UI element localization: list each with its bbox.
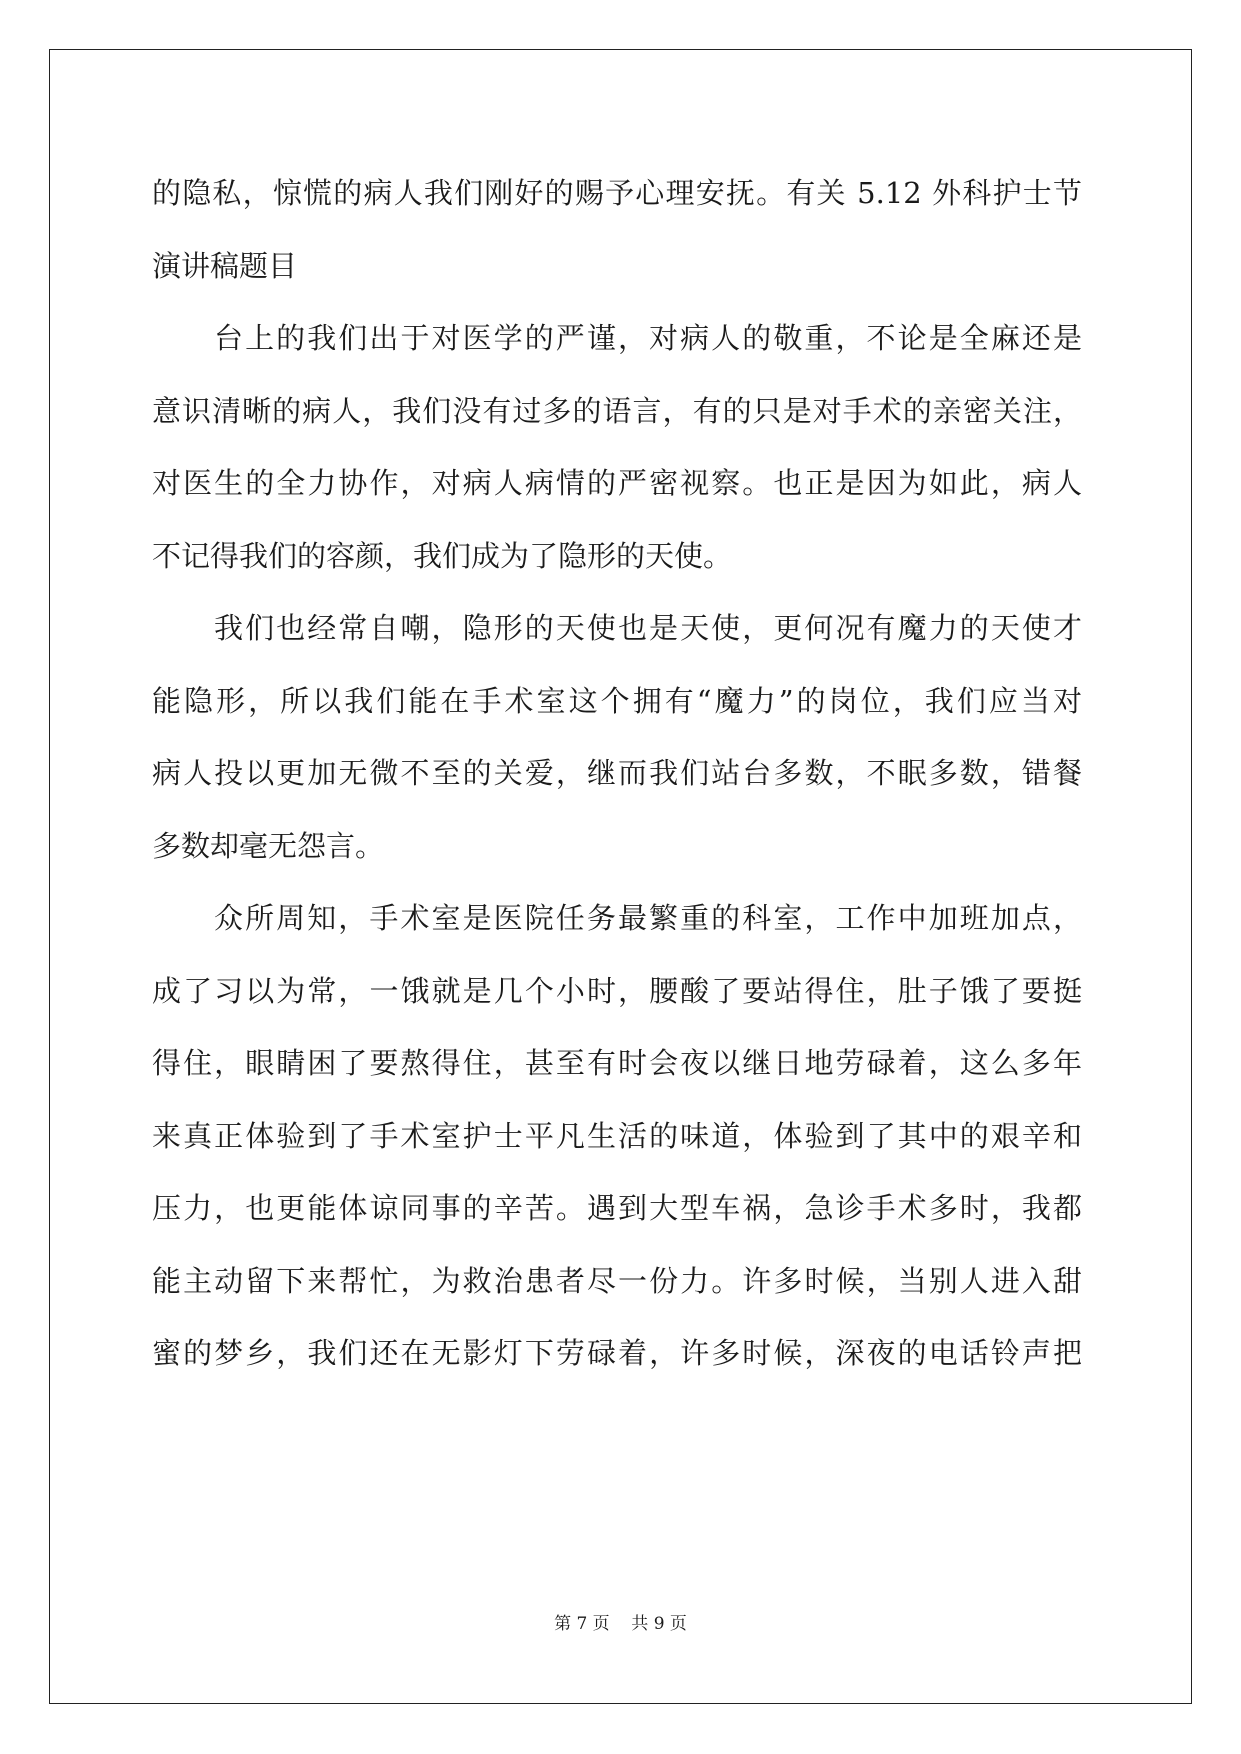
page-number-label: 第 7 页 共 9 页 <box>554 1614 687 1634</box>
paragraph-first-line: 我们也经常自嘲，隐形的天使也是天使，更何况有魔力的天使才 <box>214 611 1082 645</box>
text-line: 能主动留下来帮忙，为救治患者尽一份力。许多时候，当别人进入甜 <box>152 1263 1082 1298</box>
text-line: 得住，眼睛困了要熬得住，甚至有时会夜以继日地劳碌着，这么多年 <box>152 1046 1082 1080</box>
text-line: 成了习以为常，一饿就是几个小时，腰酸了要站得住，肚子饿了要挺 <box>152 973 1082 1008</box>
text-line: 不记得我们的容颜，我们成为了隐形的天使。 <box>152 538 733 573</box>
text-line: 压力，也更能体谅同事的辛苦。遇到大型车祸，急诊手术多时，我都 <box>152 1191 1082 1225</box>
paragraph-first-line: 台上的我们出于对医学的严谨，对病人的敬重，不论是全麻还是 <box>214 321 1082 355</box>
page-footer <box>0 1609 1241 1634</box>
text-line: 蜜的梦乡，我们还在无影灯下劳碌着，许多时候，深夜的电话铃声把 <box>152 1336 1082 1370</box>
document-body <box>152 157 1082 1390</box>
text-line: 意识清晰的病人，我们没有过多的语言，有的只是对手术的亲密关注， <box>152 393 1082 428</box>
text-line: 演讲稿题目 <box>152 248 298 283</box>
text-line: 来真正体验到了手术室护士平凡生活的味道，体验到了其中的艰辛和 <box>152 1118 1082 1153</box>
text-line: 能隐形，所以我们能在手术室这个拥有“魔力”的岗位，我们应当对 <box>152 683 1082 718</box>
text-line: 的隐私，惊慌的病人我们刚好的赐予心理安抚。有关 5.12 外科护士节 <box>152 176 1082 210</box>
text-line: 病人投以更加无微不至的关爱，继而我们站台多数，不眠多数，错餐 <box>152 756 1082 790</box>
paragraph-first-line: 众所周知，手术室是医院任务最繁重的科室，工作中加班加点， <box>214 901 1082 935</box>
text-line: 对医生的全力协作，对病人病情的严密视察。也正是因为如此，病人 <box>152 466 1082 500</box>
text-line: 多数却毫无怨言。 <box>152 828 385 863</box>
